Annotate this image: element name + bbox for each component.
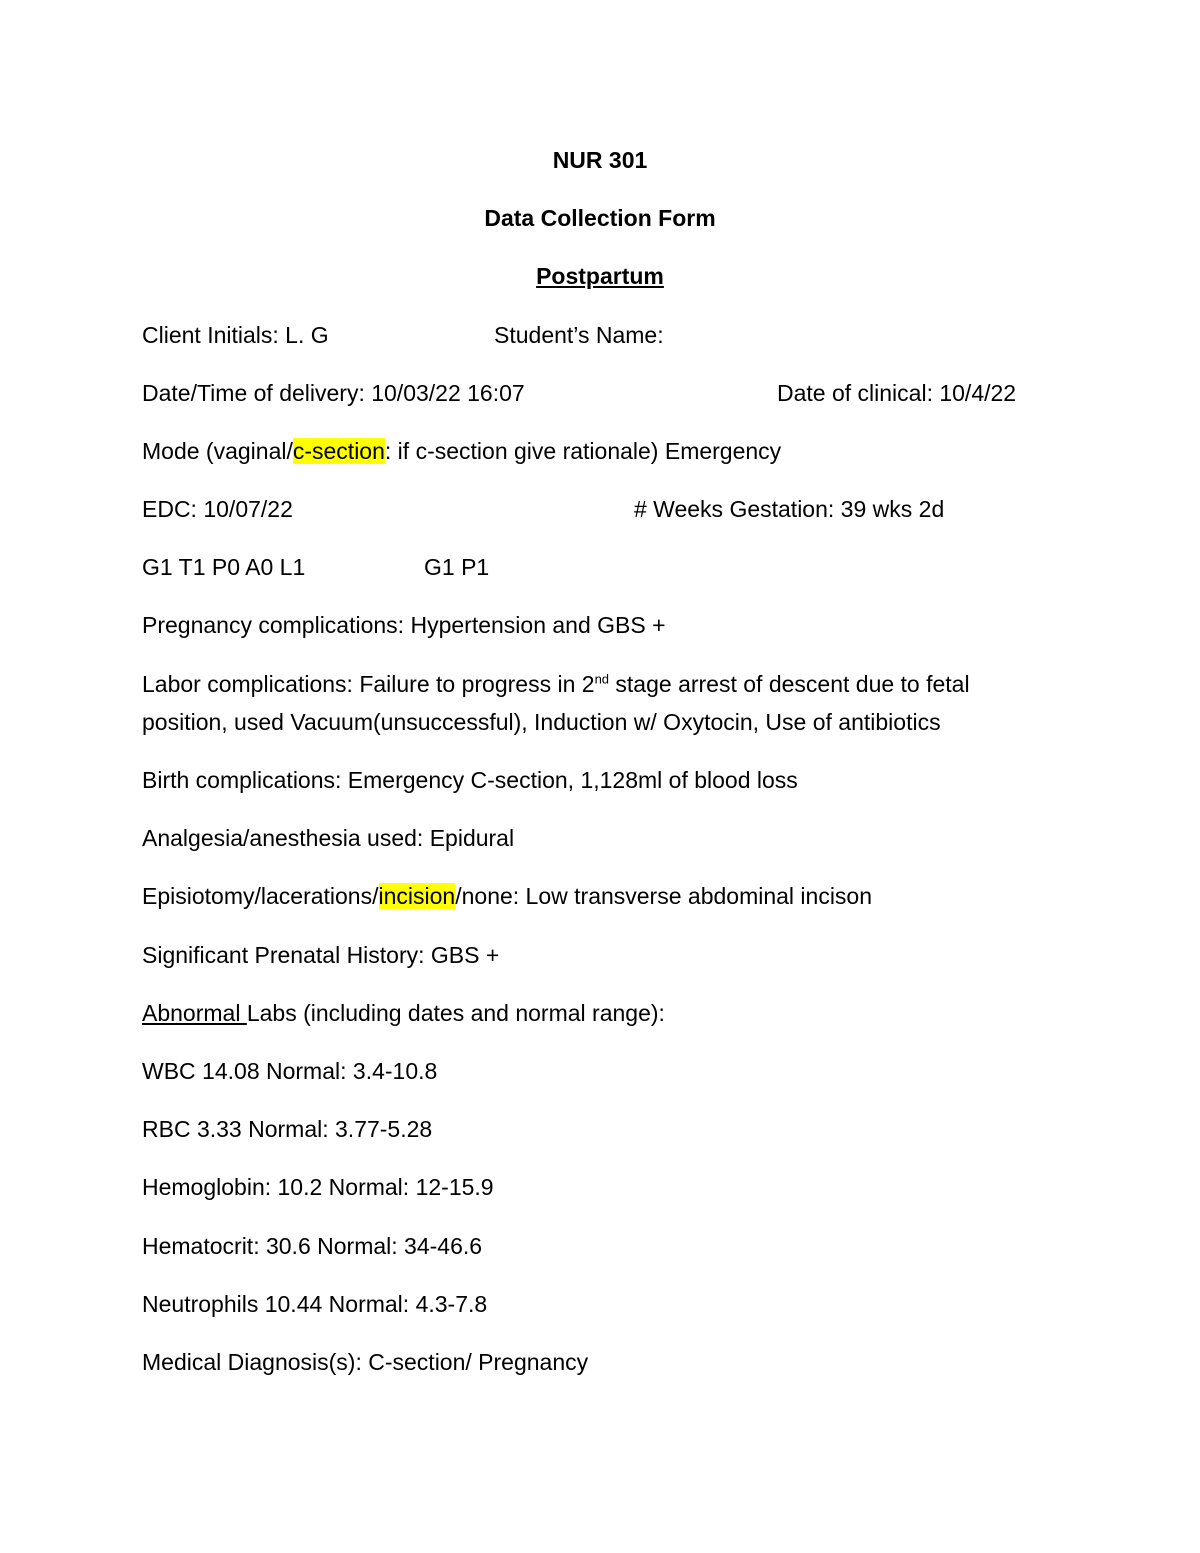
labor-complications-line2: position, used Vacuum(unsuccessful), Induction w/ Oxytocin, Use of antibiotics <box>142 709 941 735</box>
labs-heading-rest: Labs (including dates and normal range): <box>246 1000 665 1026</box>
gravida-para: G1 P1 <box>424 554 490 580</box>
gtpal: G1 T1 P0 A0 L1 <box>142 554 306 580</box>
birth-complications: Birth complications: Emergency C-section, 1,128ml of blood loss <box>142 767 798 793</box>
labs-heading-underlined: Abnormal <box>142 1000 247 1026</box>
form-title: Data Collection Form <box>484 205 716 231</box>
prenatal-history: Significant Prenatal History: GBS + <box>142 942 500 968</box>
medical-diagnosis: Medical Diagnosis(s): C-section/ Pregnancy <box>142 1349 589 1375</box>
episiotomy <box>142 882 872 910</box>
analgesia: Analgesia/anesthesia used: Epidural <box>142 825 515 851</box>
mode-suffix: : if c-section give rationale) Emergency <box>384 438 782 464</box>
lab-hematocrit: Hematocrit: 30.6 Normal: 34-46.6 <box>142 1233 483 1259</box>
labor-part1: Labor complications: Failure to progress in 2 <box>142 671 595 697</box>
labs-heading <box>142 999 665 1027</box>
episiotomy-prefix: Episiotomy/lacerations/ <box>142 883 379 909</box>
delivery-datetime: Date/Time of delivery: 10/03/22 16:07 <box>142 380 525 406</box>
lab-hemoglobin: Hemoglobin: 10.2 Normal: 12-15.9 <box>142 1174 494 1200</box>
mode-prefix: Mode (vaginal/ <box>142 438 293 464</box>
clinical-date: Date of clinical: 10/4/22 <box>777 380 1017 406</box>
mode-highlight: c-section <box>292 438 385 464</box>
weeks-gestation: # Weeks Gestation: 39 wks 2d <box>634 496 945 522</box>
labor-part2: stage arrest of descent due to fetal <box>609 671 970 697</box>
episiotomy-suffix: /none: Low transverse abdominal incison <box>455 883 873 909</box>
pregnancy-complications: Pregnancy complications: Hypertension and GBS + <box>142 612 666 638</box>
course-title: NUR 301 <box>552 147 648 173</box>
lab-wbc: WBC 14.08 Normal: 3.4-10.8 <box>142 1058 438 1084</box>
lab-rbc: RBC 3.33 Normal: 3.77-5.28 <box>142 1116 433 1142</box>
labor-superscript: nd <box>594 671 610 687</box>
client-initials: Client Initials: L. G <box>142 322 329 348</box>
labor-complications <box>142 670 970 698</box>
episiotomy-highlight: incision <box>378 883 456 909</box>
lab-neutrophils: Neutrophils 10.44 Normal: 4.3-7.8 <box>142 1291 488 1317</box>
section-title: Postpartum <box>536 263 664 289</box>
edc: EDC: 10/07/22 <box>142 496 293 522</box>
delivery-mode <box>142 437 781 465</box>
student-name-field: Student’s Name: <box>494 322 664 348</box>
